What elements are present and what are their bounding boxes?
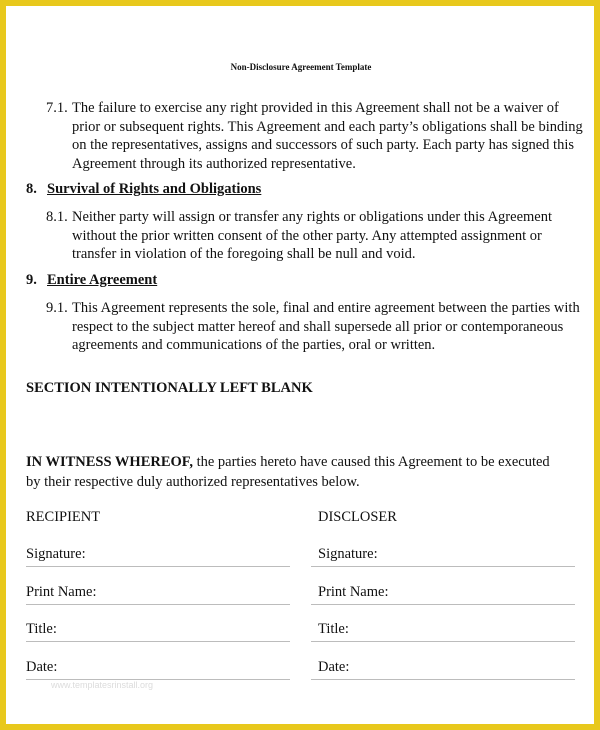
witness-lead: IN WITNESS WHEREOF,	[26, 454, 193, 470]
section-number: 8.	[26, 181, 37, 197]
discloser-print-name-field[interactable]	[311, 584, 575, 605]
section-left-blank: SECTION INTENTIONALLY LEFT BLANK	[26, 380, 313, 396]
clause-number: 7.1.	[46, 100, 68, 116]
recipient-label: RECIPIENT	[26, 509, 101, 525]
clause-8-1	[46, 208, 586, 264]
witness-text: the parties hereto have caused this Agreement to be executed by their respective duly authorized representatives below.	[26, 454, 550, 490]
clause-7-1	[46, 99, 586, 173]
field-label: Date:	[318, 659, 350, 675]
section-title: Entire Agreement	[47, 272, 158, 288]
discloser-label: DISCLOSER	[318, 509, 397, 525]
watermark: www.templatesrinstall.org	[51, 680, 154, 690]
field-label: Print Name:	[26, 584, 97, 600]
clause-9-1	[46, 299, 586, 355]
clause-text: The failure to exercise any right provided in this Agreement shall not be a waiver of prior or subsequent rights. This Agreement and each party’s obligations shall be binding on the representatives, assigns and successors of such party. Each party has signed this Agreement through its authorized representative.	[72, 100, 583, 172]
field-label: Title:	[318, 621, 349, 637]
field-label: Title:	[26, 621, 57, 637]
recipient-print-name-field[interactable]	[26, 584, 290, 605]
recipient-title-field[interactable]	[26, 621, 290, 642]
recipient-signature-field[interactable]	[26, 546, 290, 567]
document-header-title: Non-Disclosure Agreement Template	[230, 62, 372, 72]
clause-text: Neither party will assign or transfer any rights or obligations under this Agreement without the prior written consent of the other party. Any attempted assignment or transfer in violation of the foregoing shall be null and void.	[72, 209, 553, 263]
section-number: 9.	[26, 272, 37, 288]
field-label: Signature:	[318, 546, 378, 562]
discloser-signature-field[interactable]	[311, 546, 575, 567]
discloser-date-field[interactable]	[311, 659, 575, 680]
discloser-title-field[interactable]	[311, 621, 575, 642]
clause-number: 8.1.	[46, 209, 68, 225]
section-heading-8	[26, 181, 261, 198]
witness-paragraph	[26, 453, 566, 492]
clause-text: This Agreement represents the sole, final and entire agreement between the parties with respect to the subject matter hereof and shall supersede all prior or contemporaneous agreements and communications of the parties, oral or written.	[72, 300, 580, 354]
clause-number: 9.1.	[46, 300, 68, 316]
document-page	[6, 6, 594, 724]
field-label: Date:	[26, 659, 58, 675]
recipient-date-field[interactable]	[26, 659, 290, 680]
section-heading-9	[26, 272, 157, 289]
field-label: Print Name:	[318, 584, 389, 600]
field-label: Signature:	[26, 546, 86, 562]
section-title: Survival of Rights and Obligations	[47, 181, 262, 197]
